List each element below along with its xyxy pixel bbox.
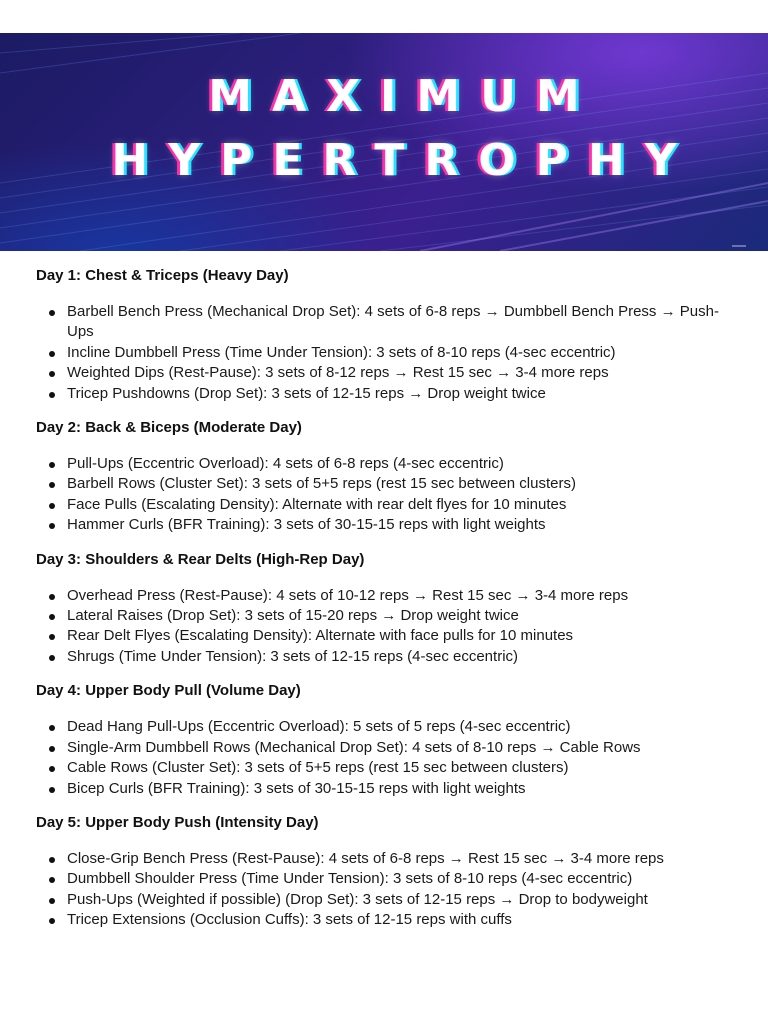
exercise-text: Overhead Press (Rest-Pause): 4 sets of 10-12 reps → Rest 15 sec → 3-4 more reps (67, 586, 629, 604)
exercise-text: Hammer Curls (BFR Training): 3 sets of 30-15-15 reps with light weights (67, 516, 546, 534)
exercise-text: Cable Rows (Cluster Set): 3 sets of 5+5 reps (rest 15 sec between clusters) (67, 759, 569, 777)
bullet-icon (49, 898, 55, 904)
exercise-text: Close-Grip Bench Press (Rest-Pause): 4 sets of 6-8 reps → Rest 15 sec → 3-4 more reps (67, 849, 664, 867)
list-item (36, 626, 736, 646)
list-item (36, 758, 736, 778)
list-item (36, 474, 736, 494)
exercise-text: Dumbbell Shoulder Press (Time Under Tension): 3 sets of 8-10 reps (4-sec eccentric) (67, 870, 633, 888)
title-maximum: MAXIMUM (208, 71, 600, 122)
day-1-heading: Day 1: Chest & Triceps (Heavy Day) (36, 267, 289, 284)
bullet-icon (49, 614, 55, 620)
list-item (36, 606, 736, 626)
header-banner (0, 33, 768, 251)
bullet-icon (49, 655, 55, 661)
exercise-text: Tricep Extensions (Occlusion Cuffs): 3 sets of 12-15 reps with cuffs (67, 911, 512, 929)
bullet-icon (49, 462, 55, 468)
exercise-text: Face Pulls (Escalating Density): Alternate with rear delt flyes for 10 minutes (67, 495, 567, 513)
list-item (36, 779, 736, 799)
exercise-text: Bicep Curls (BFR Training): 3 sets of 30-15-15 reps with light weights (67, 779, 526, 797)
bullet-icon (49, 503, 55, 509)
day-5-section (36, 813, 736, 931)
exercise-text: Rear Delt Flyes (Escalating Density): Alternate with face pulls for 10 minutes (67, 627, 574, 645)
day-2-exercise-list (36, 454, 736, 536)
day-3-section (36, 550, 736, 668)
day-3-heading: Day 3: Shoulders & Rear Delts (High-Rep Day) (36, 550, 365, 568)
exercise-text: Tricep Pushdowns (Drop Set): 3 sets of 12-15 reps → Drop weight twice (67, 384, 546, 402)
bullet-icon (49, 857, 55, 863)
day-2-heading: Day 2: Back & Biceps (Moderate Day) (36, 419, 302, 437)
day-4-section (36, 681, 736, 799)
exercise-text: Shrugs (Time Under Tension): 3 sets of 12-15 reps (4-sec eccentric) (67, 647, 519, 665)
bullet-icon (49, 523, 55, 529)
exercise-text: Weighted Dips (Rest-Pause): 3 sets of 8-12 reps → Rest 15 sec → 3-4 more reps (67, 364, 609, 382)
bullet-icon (49, 351, 55, 357)
bullet-icon (49, 392, 55, 398)
list-item (36, 647, 736, 667)
list-item (36, 363, 736, 383)
list-item (36, 343, 736, 363)
list-item (36, 738, 736, 758)
list-item (36, 849, 736, 869)
title-hypertrophy: HYPERTROPHY (111, 135, 697, 186)
list-item (36, 495, 736, 515)
bullet-icon (49, 371, 55, 377)
banner-corner-mark (732, 245, 746, 247)
exercise-text: Barbell Rows (Cluster Set): 3 sets of 5+5 reps (rest 15 sec between clusters) (67, 475, 576, 493)
workout-plan (36, 266, 736, 945)
bullet-icon (49, 787, 55, 793)
exercise-text: Barbell Bench Press (Mechanical Drop Set): 4 sets of 6-8 reps → Dumbbell Bench Press → Push-Ups (67, 303, 719, 341)
exercise-text: Single-Arm Dumbbell Rows (Mechanical Drop Set): 4 sets of 8-10 reps → Cable Rows (67, 738, 641, 756)
exercise-text: Dead Hang Pull-Ups (Eccentric Overload): 5 sets of 5 reps (4-sec eccentric) (67, 718, 571, 736)
day-5-exercise-list (36, 849, 736, 931)
list-item (36, 910, 736, 930)
exercise-text: Lateral Raises (Drop Set): 3 sets of 15-20 reps → Drop weight twice (67, 607, 519, 625)
exercise-text: Push-Ups (Weighted if possible) (Drop Set): 3 sets of 12-15 reps → Drop to bodyweight (67, 890, 648, 908)
list-item (36, 302, 736, 343)
bullet-icon (49, 725, 55, 731)
day-2-section (36, 418, 736, 536)
bullet-icon (49, 594, 55, 600)
list-item (36, 586, 736, 606)
bullet-icon (49, 746, 55, 752)
list-item (36, 454, 736, 474)
bullet-icon (49, 634, 55, 640)
bullet-icon (49, 310, 55, 316)
list-item (36, 384, 736, 404)
bullet-icon (49, 482, 55, 488)
day-1-exercise-list (36, 302, 736, 404)
list-item (36, 717, 736, 737)
bullet-icon (49, 877, 55, 883)
day-4-heading: Day 4: Upper Body Pull (Volume Day) (36, 682, 301, 700)
list-item (36, 890, 736, 910)
bullet-icon (49, 918, 55, 924)
day-1-section (36, 266, 736, 404)
bullet-icon (49, 766, 55, 772)
day-4-exercise-list (36, 717, 736, 799)
exercise-text: Pull-Ups (Eccentric Overload): 4 sets of 6-8 reps (4-sec eccentric) (67, 455, 504, 473)
list-item (36, 515, 736, 535)
list-item (36, 869, 736, 889)
day-5-heading: Day 5: Upper Body Push (Intensity Day) (36, 813, 319, 831)
day-3-exercise-list (36, 586, 736, 668)
exercise-text: Incline Dumbbell Press (Time Under Tension): 3 sets of 8-10 reps (4-sec eccentric) (67, 343, 616, 361)
